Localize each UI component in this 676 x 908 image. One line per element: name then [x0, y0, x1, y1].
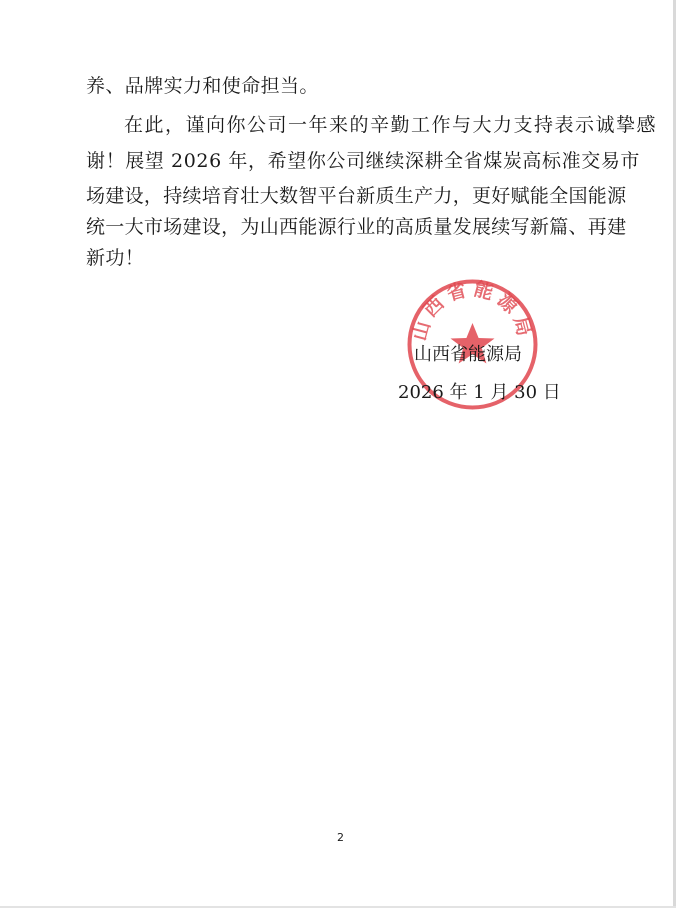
signature-date: 2026 年 1 月 30 日 — [398, 382, 561, 403]
body-line-3: 谢！展望 2026 年，希望你公司继续深耕全省煤炭高标准交易市 — [86, 150, 641, 172]
page-number: 2 — [337, 831, 344, 844]
body-line-1: 养、品牌实力和使命担当。 — [86, 75, 319, 97]
seal-text: 山西省能源局 — [408, 278, 537, 344]
signer-name: 山西省能源局 — [414, 344, 522, 365]
body-line-6: 新功！ — [86, 247, 145, 269]
body-line-5: 统一大市场建设，为山西能源行业的高质量发展续写新篇、再建 — [86, 216, 627, 238]
body-line-4: 场建设，持续培育壮大数智平台新质生产力，更好赋能全国能源 — [86, 185, 627, 207]
body-line-2: 在此，谨向你公司一年来的辛勤工作与大力支持表示诚挚感 — [124, 114, 658, 136]
